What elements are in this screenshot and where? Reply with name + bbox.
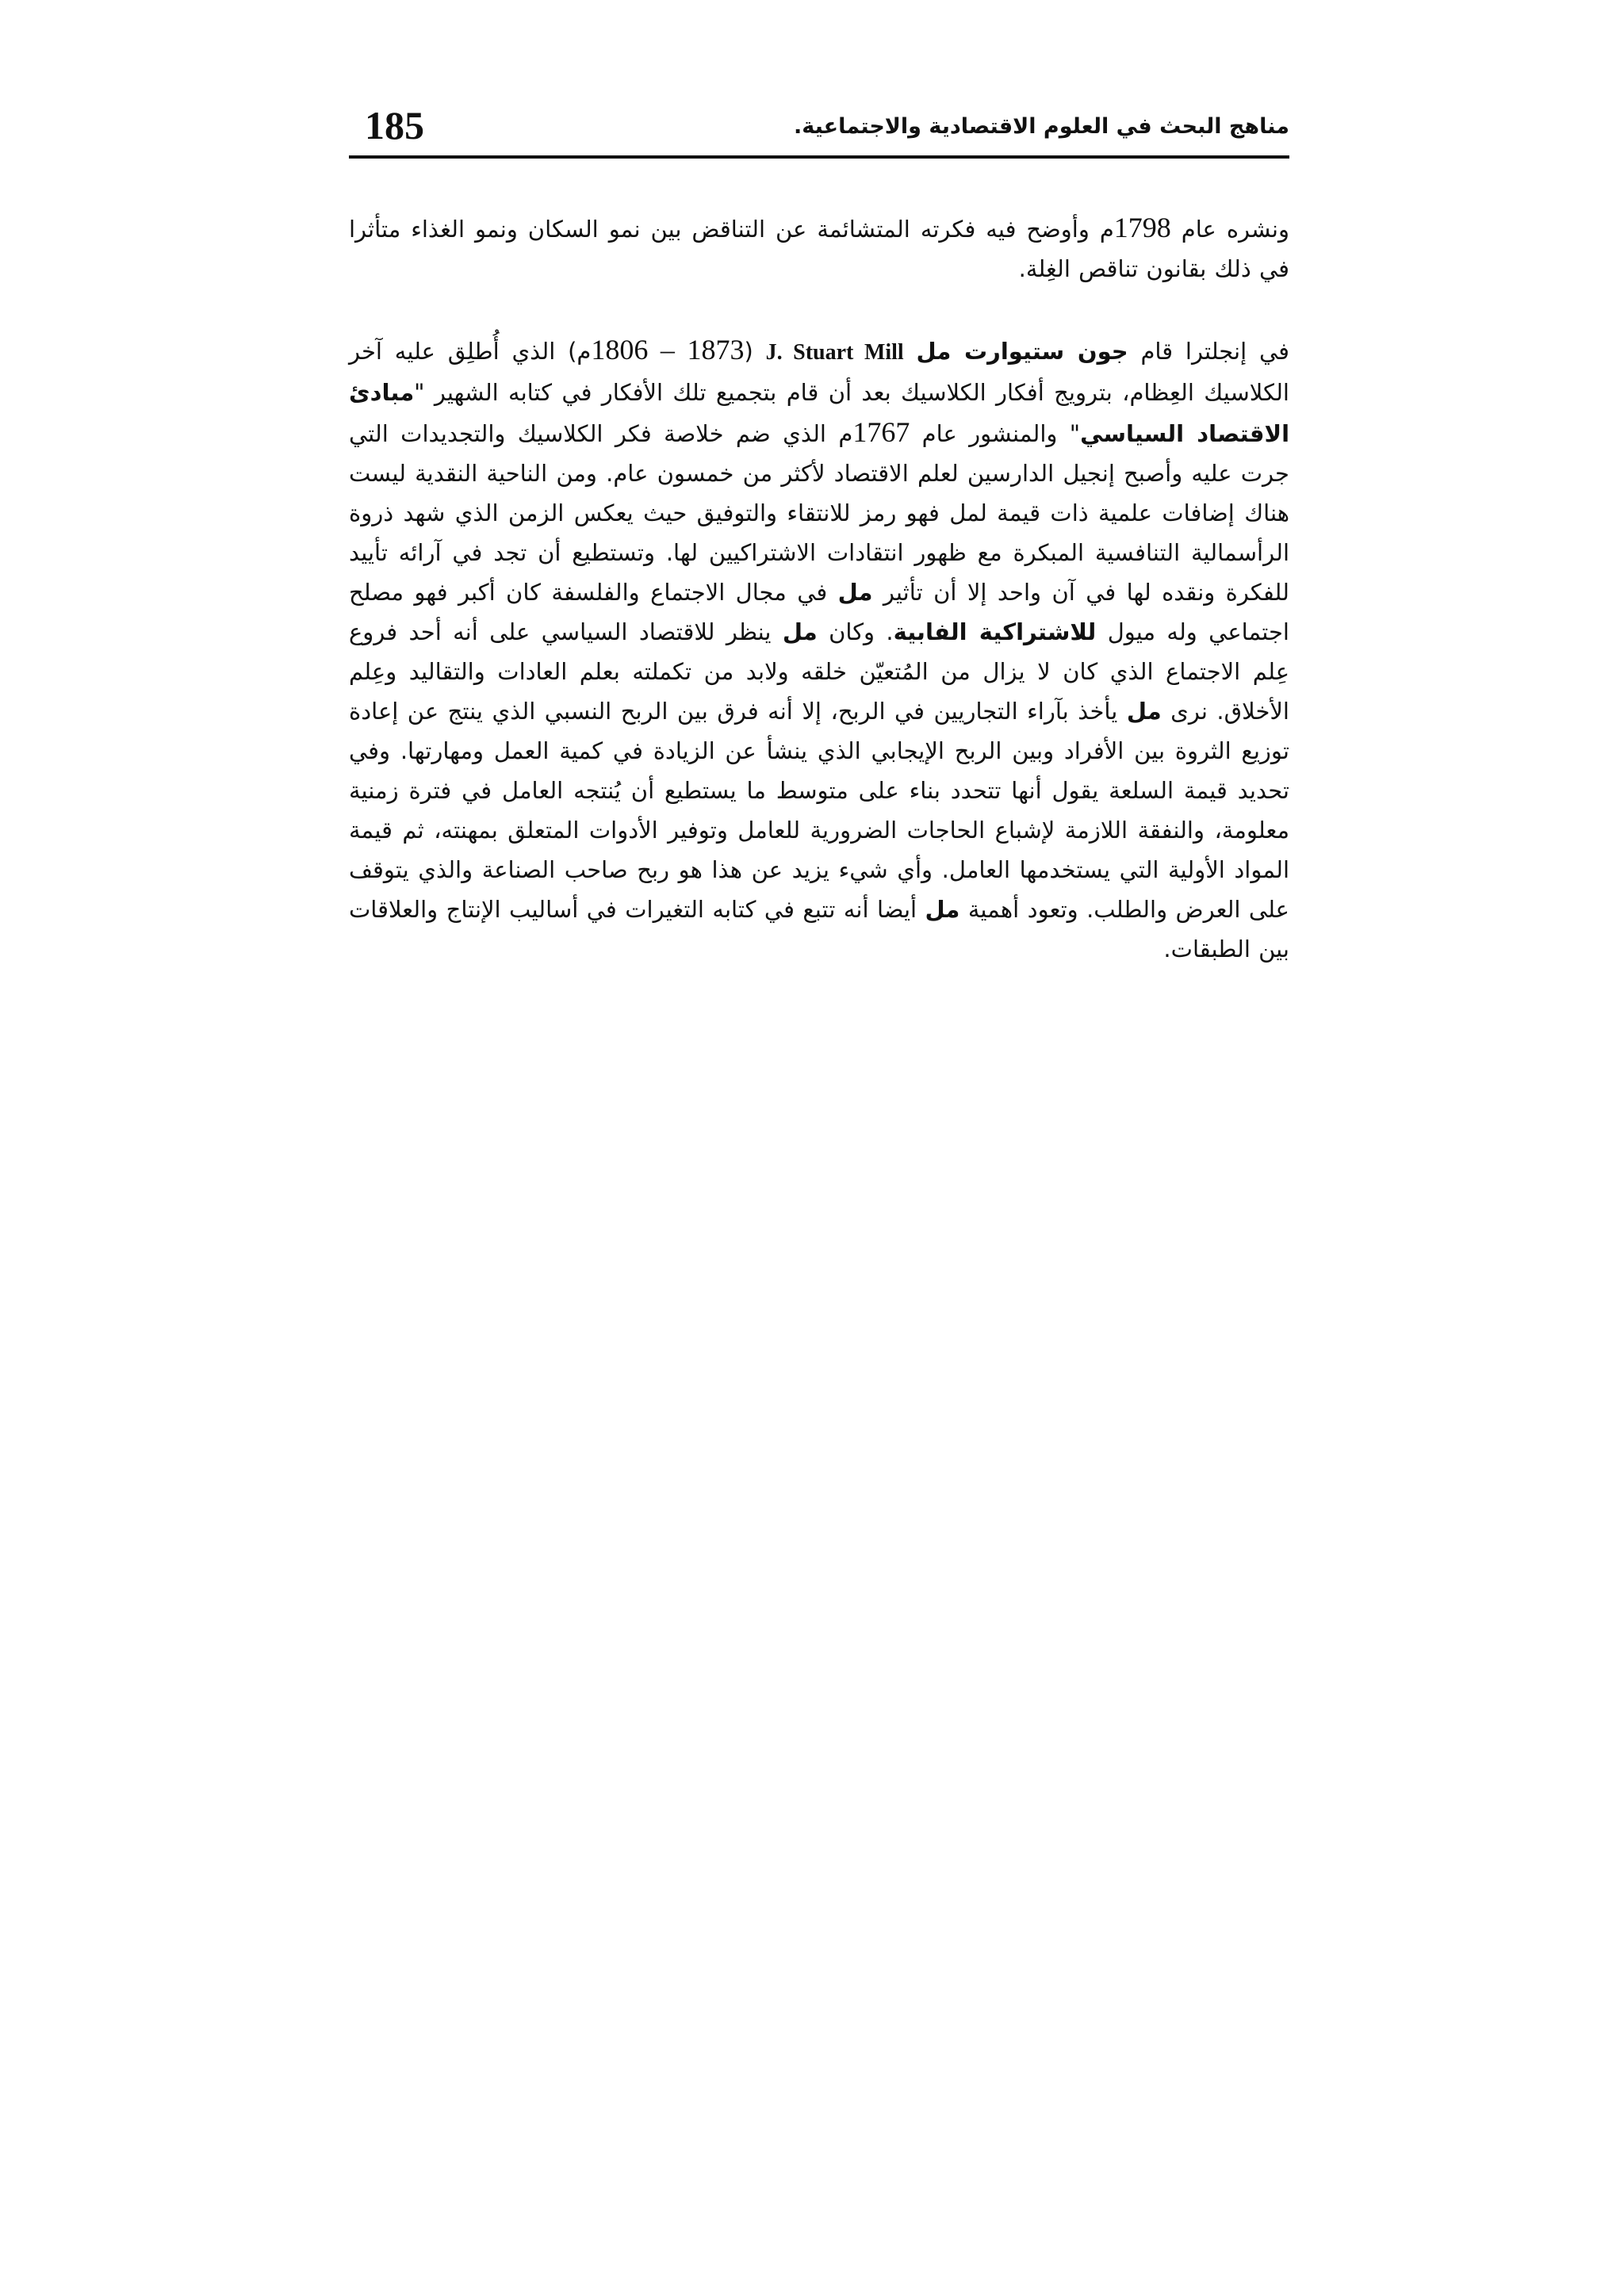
paragraph-2-text-2: " والمنشور عام bbox=[910, 420, 1081, 447]
paragraph-2 bbox=[349, 330, 1289, 969]
book-title: مبادئ الاقتصاد السياسي bbox=[349, 379, 1290, 447]
paragraph-1 bbox=[349, 208, 1289, 289]
paragraph-2-text-8: أيضا أنه تتبع في كتابه التغيرات في أساليب الإنتاج والعلاقات بين الطبقات. bbox=[349, 896, 1289, 962]
year-1767: 1767 bbox=[852, 416, 910, 448]
paren-open: ( bbox=[744, 338, 766, 365]
year-1798: 1798 bbox=[1113, 212, 1171, 243]
page-number: 185 bbox=[365, 103, 424, 147]
paragraph-2-text-0: في إنجلترا قام bbox=[1128, 338, 1289, 365]
fabian-socialism: للاشتراكية الفابية bbox=[893, 618, 1097, 645]
page-header bbox=[349, 95, 1289, 159]
author-name-latin: J. Stuart Mill bbox=[765, 340, 904, 365]
mill-mention-4: مل bbox=[925, 896, 960, 923]
paragraph-2-text-6: ينظر للاقتصاد السياسي على أنه أحد فروع عِلم الاجتماع الذي كان لا يزال من المُتعيّن خلقه ولابد من تكملته بعلم العادات والتقاليد وعِلم الأخلاق. نرى bbox=[349, 618, 1289, 725]
paragraph-2-text-3: م الذي ضم خلاصة فكر الكلاسيك والتجديدات التي جرت عليه وأصبح إنجيل الدارسين لعلم الاقتصاد لأكثر من خمسون عام. ومن الناحية النقدية ليست هناك إضافات علمية ذات قيمة لمل فهو رمز للانتقاء والتوفيق حيث يعكس الزمن الذي شهد ذروة الرأسمالية التنافسية المبكرة مع ظهور انتقادات الاشتراكيين لها. وتستطيع أن تجد في آرائه تأييد للفكرة ونقده لها في آن واحد إلا أن تأثير bbox=[349, 420, 1289, 606]
mill-mention-3: مل bbox=[1126, 698, 1162, 725]
years-range: 1806 – 1873 bbox=[591, 334, 745, 365]
paragraph-2-text-5: . وكان bbox=[817, 618, 894, 645]
header-rule bbox=[349, 155, 1289, 159]
running-title: مناهج البحث في العلوم الاقتصادية والاجتماعية. bbox=[793, 114, 1289, 139]
paragraph-2-text-7: يأخذ بآراء التجاريين في الربح، إلا أنه فرق بين الربح النسبي الذي ينتج عن إعادة توزيع الثروة بين الأفراد وبين الربح الإيجابي الذي ينشأ عن الزيادة في كمية العمل ومهارتها. وفي تحديد قيمة السلعة يقول أنها تتحدد بناء على متوسط ما يستطيع أن يُنتجه العامل في فترة زمنية معلومة، والنفقة اللازمة لإشباع الحاجات الضرورية للعامل وتوفير الأدوات المتعلق بمهنته، ثم قيمة المواد الأولية التي يستخدمها العامل. وأي شيء يزيد عن هذا هو ربح صاحب الصناعة والذي يتوقف على العرض والطلب. وتعود أهمية bbox=[349, 698, 1289, 923]
paragraph-1-text-b: م وأوضح فيه فكرته المتشائمة عن التناقض بين نمو السكان ونمو الغذاء متأثرا في ذلك بقانون تناقص الغِلة. bbox=[349, 216, 1289, 282]
paragraph-2-text-1: م) الذي أُطلِق عليه آخر الكلاسيك العِظام، بترويج أفكار الكلاسيك بعد أن قام بتجميع تلك الأفكار في كتابه الشهير " bbox=[349, 338, 1289, 406]
body-text bbox=[349, 208, 1289, 969]
paragraph-2-text-4: في مجال الاجتماع والفلسفة كان أكبر فهو مصلح اجتماعي وله ميول bbox=[349, 579, 1289, 645]
mill-mention-1: مل bbox=[837, 579, 873, 606]
mill-mention-2: مل bbox=[782, 618, 818, 645]
paragraph-1-text-a: ونشره عام bbox=[1170, 216, 1289, 243]
author-name-arabic: جون ستيوارت مل bbox=[916, 338, 1128, 365]
